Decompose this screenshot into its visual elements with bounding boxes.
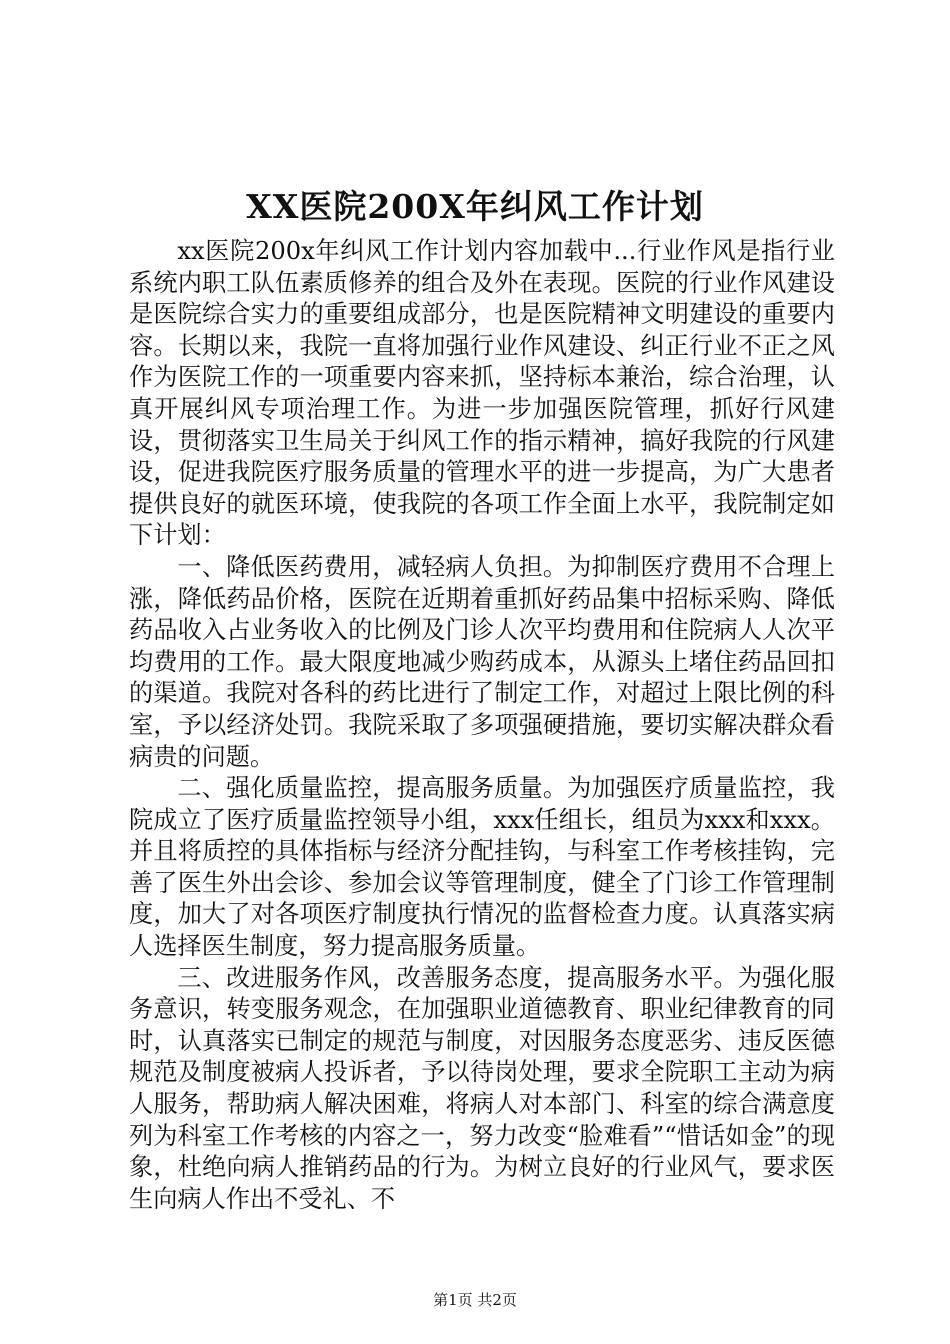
document-body bbox=[129, 236, 835, 1215]
page-number-footer: 第1页 共2页 bbox=[433, 1291, 517, 1309]
paragraph-section-3: 三、改进服务作风，改善服务态度，提高服务水平。为强化服务意识，转变服务观念，在加强职业道德教育、职业纪律教育的同时，认真落实已制定的规范与制度，对因服务态度恶劣、违反医德规范及制度被病人投诉者，予以待岗处理，要求全院职工主动为病人服务，帮助病人解决困难，将病人对本部门、科室的综合满意度列为科室工作考核的内容之一，努力改变“脸难看”“惜话如金”的现象，杜绝向病人推销药品的行为。为树立良好的行业风气，要求医生向病人作出不受礼、不 bbox=[129, 963, 835, 1213]
document-title: XX医院200X年纠风工作计划 bbox=[246, 187, 704, 226]
paragraph-section-1: 一、降低医药费用，减轻病人负担。为抑制医疗费用不合理上涨，降低药品价格，医院在近期着重抓好药品集中招标采购、降低药品收入占业务收入的比例及门诊人次平均费用和住院病人人次平均费用的工作。最大限度地减少购药成本，从源头上堵住药品回扣的渠道。我院对各科的药比进行了制定工作，对超过上限比例的科室，予以经济处罚。我院采取了多项强硬措施，要切实解决群众看病贵的问题。 bbox=[129, 552, 835, 771]
paragraph-section-2: 二、强化质量监控，提高服务质量。为加强医疗质量监控，我院成立了医疗质量监控领导小组，xxx任组长，组员为xxx和xxx。并且将质控的具体指标与经济分配挂钩，与科室工作考核挂钩，完善了医生外出会诊、参加会议等管理制度，健全了门诊工作管理制度，加大了对各项医疗制度执行情况的监督检查力度。认真落实病人选择医生制度，努力提高服务质量。 bbox=[129, 774, 835, 961]
paragraph-intro: xx医院200x年纠风工作计划内容加载中...行业作风是指行业系统内职工队伍素质修养的组合及外在表现。医院的行业作风建设是医院综合实力的重要组成部分，也是医院精神文明建设的重要内容。长期以来，我院一直将加强行业作风建设、纠正行业不正之风作为医院工作的一项重要内容来抓，坚持标本兼治，综合治理，认真开展纠风专项治理工作。为进一步加强医院管理，抓好行风建设，贯彻落实卫生局关于纠风工作的指示精神，搞好我院的行风建设，促进我院医疗服务质量的管理水平的进一步提高，为广大患者提供良好的就医环境，使我院的各项工作全面上水平，我院制定如下计划： bbox=[129, 237, 835, 550]
